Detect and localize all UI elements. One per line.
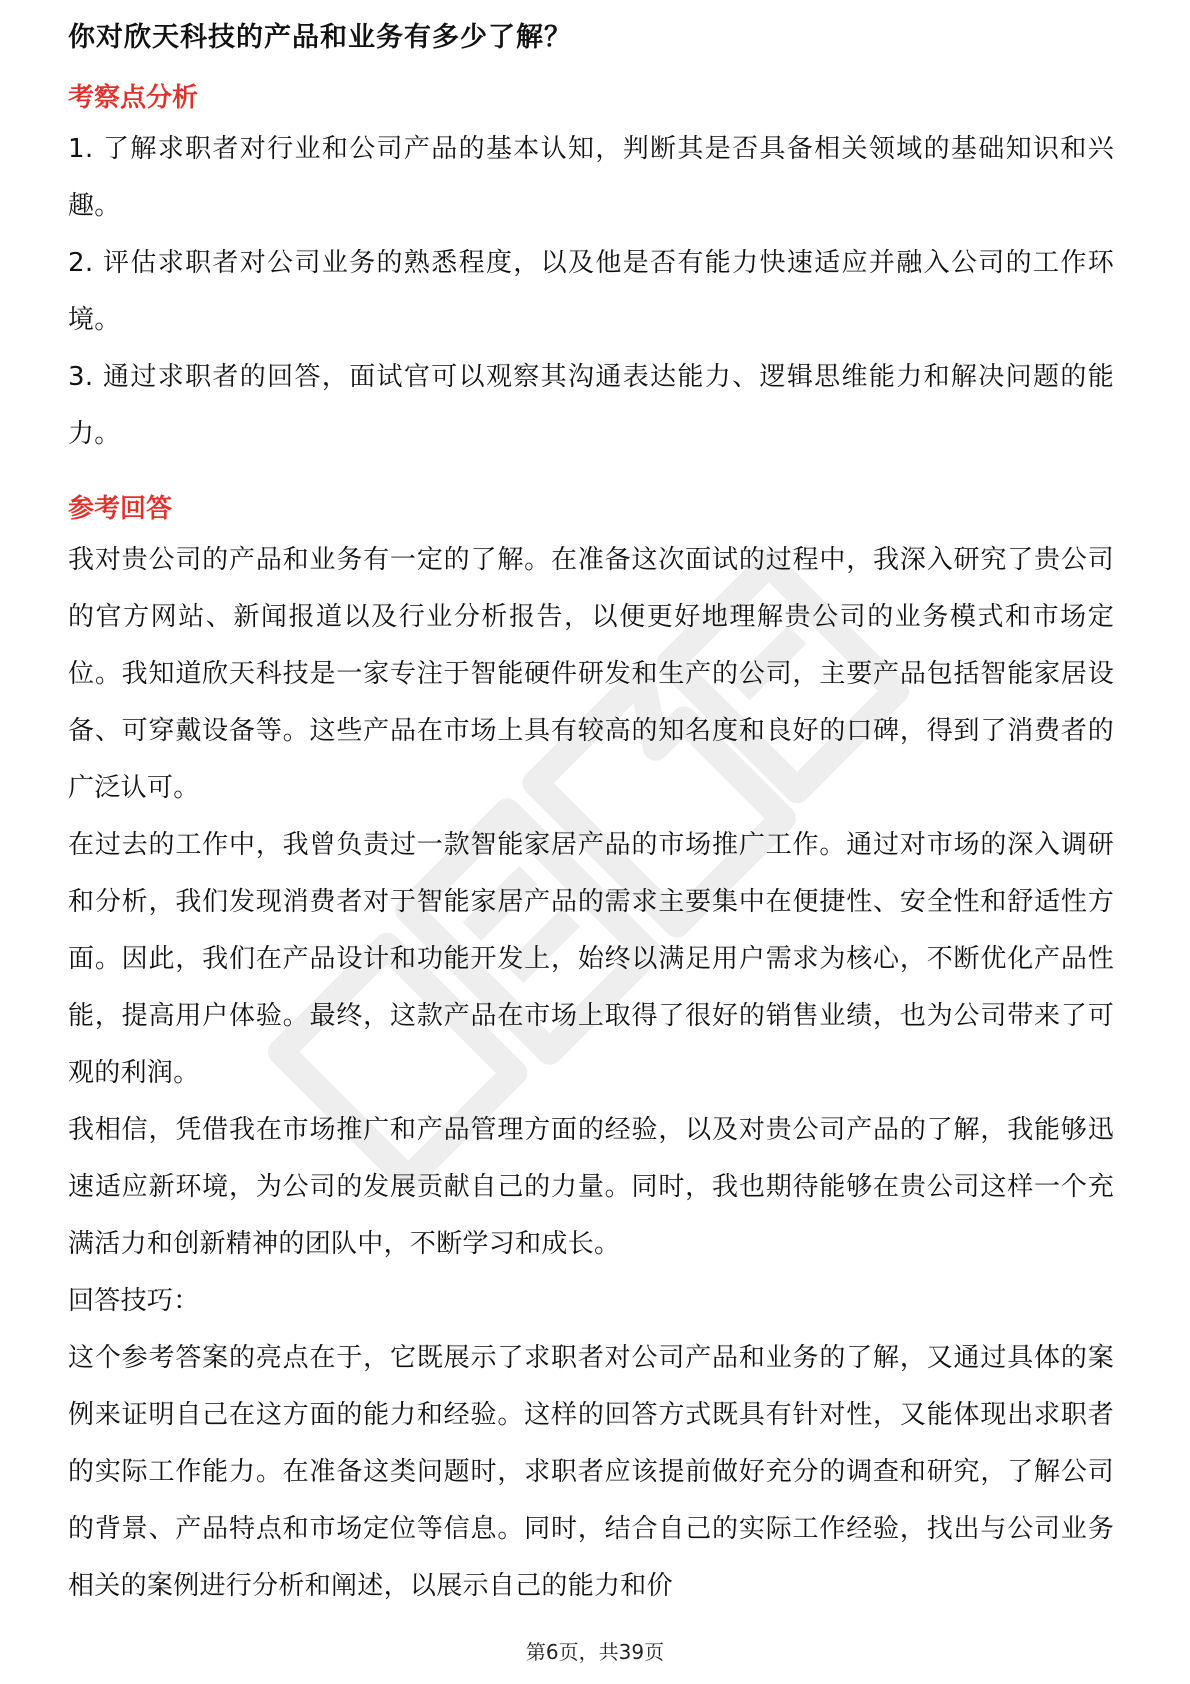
analysis-item: 1. 了解求职者对行业和公司产品的基本认知，判断其是否具备相关领域的基础知识和兴趣。 [68,134,1114,221]
analysis-item: 3. 通过求职者的回答，面试官可以观察其沟通表达能力、逻辑思维能力和解决问题的能力。 [68,362,1114,449]
clipped-question-text: 你对欣天科技的产品和业务有多少了解？ [68,22,572,53]
analysis-item: 2. 评估求职者对公司业务的熟悉程度，以及他是否有能力快速适应并融入公司的工作环境。 [68,248,1114,335]
page-content [68,78,1114,1615]
reference-section-title: 参考回答 [68,494,173,524]
tips-paragraph: 这个参考答案的亮点在于，它既展示了求职者对公司产品和业务的了解，又通过具体的案例来证明自己在这方面的能力和经验。这样的回答方式既具有针对性，又能体现出求职者的实际工作能力。在准备这类问题时，求职者应该提前做好充分的调查和研究，了解公司的背景、产品特点和市场定位等信息。同时，结合自己的实际工作经验，找出与公司业务相关的案例进行分析和阐述，以展示自己的能力和价 [68,1343,1114,1601]
analysis-section-title: 考察点分析 [68,83,199,113]
reference-paragraph: 我相信，凭借我在市场推广和产品管理方面的经验，以及对贵公司产品的了解，我能够迅速适应新环境，为公司的发展贡献自己的力量。同时，我也期待能够在贵公司这样一个充满活力和创新精神的团队中，不断学习和成长。 [68,1115,1114,1259]
tips-label: 回答技巧： [68,1286,200,1316]
clipped-question-heading [68,22,572,60]
reference-paragraph: 我对贵公司的产品和业务有一定的了解。在准备这次面试的过程中，我深入研究了贵公司的官方网站、新闻报道以及行业分析报告，以便更好地理解贵公司的业务模式和市场定位。我知道欣天科技是一家专注于智能硬件研发和生产的公司，主要产品包括智能家居设备、可穿戴设备等。这些产品在市场上具有较高的知名度和良好的口碑，得到了消费者的广泛认可。 [68,545,1114,803]
reference-paragraph: 在过去的工作中，我曾负责过一款智能家居产品的市场推广工作。通过对市场的深入调研和分析，我们发现消费者对于智能家居产品的需求主要集中在便捷性、安全性和舒适性方面。因此，我们在产品设计和功能开发上，始终以满足用户需求为核心，不断优化产品性能，提高用户体验。最终，这款产品在市场上取得了很好的销售业绩，也为公司带来了可观的利润。 [68,830,1114,1088]
page-number: 第6页，共39页 [525,1640,665,1664]
